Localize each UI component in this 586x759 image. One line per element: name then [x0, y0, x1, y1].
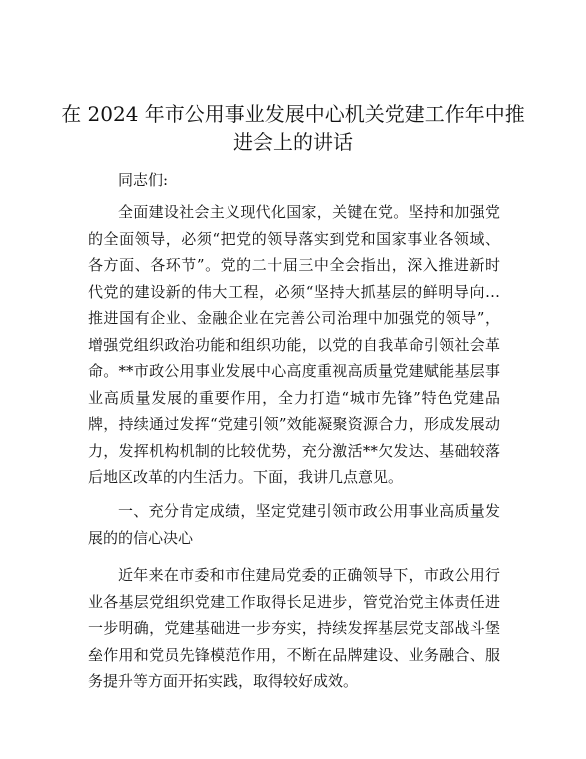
paragraph-intro: 全面建设社会主义现代化国家，关键在党。坚持和加强党的全面领导，必须“把党的领导落实到党和国家事业各领域、各方面、各环节”。党的二十届三中全会指出，深入推进新时代党的建设新的伟大工程，必须“坚持大抓基层的鲜明导向…推进国有企业、金融企业在完善公司治理中加强党的领导”，增强党组织政治功能和组织功能，以党的自我革命引领社会革命。**市政公用事业发展中心高度重视高质量党建赋能基层事业高质量发展的重要作用，全力打造“城市先锋”特色党建品牌，持续通过发挥“党建引领”效能凝聚资源合力，形成发展动力，发挥机构机制的比较优势，充分激活**欠发达、基础较落后地区改革的内生活力。下面，我讲几点意见。	[88, 203, 500, 486]
greeting: 同志们:	[118, 171, 169, 189]
paragraph-section-1: 近年来在市委和市住建局党委的正确领导下，市政公用行业各基层党组织党建工作取得长足进步，管党治党主体责任进一步明确，党建基础进一步夯实，持续发挥基层党支部战斗堡垒作用和党员先锋模范作用，不断在品牌建设、业务融合、服务提升等方面开拓实践，取得较好成效。	[88, 566, 500, 690]
section-heading-1: 一、充分肯定成绩，坚定党建引领市政公用事业高质量发展的的信心决心	[88, 502, 500, 547]
document-title: 在 2024 年市公用事业发展中心机关党建工作年中推进会上的讲话	[61, 102, 525, 154]
